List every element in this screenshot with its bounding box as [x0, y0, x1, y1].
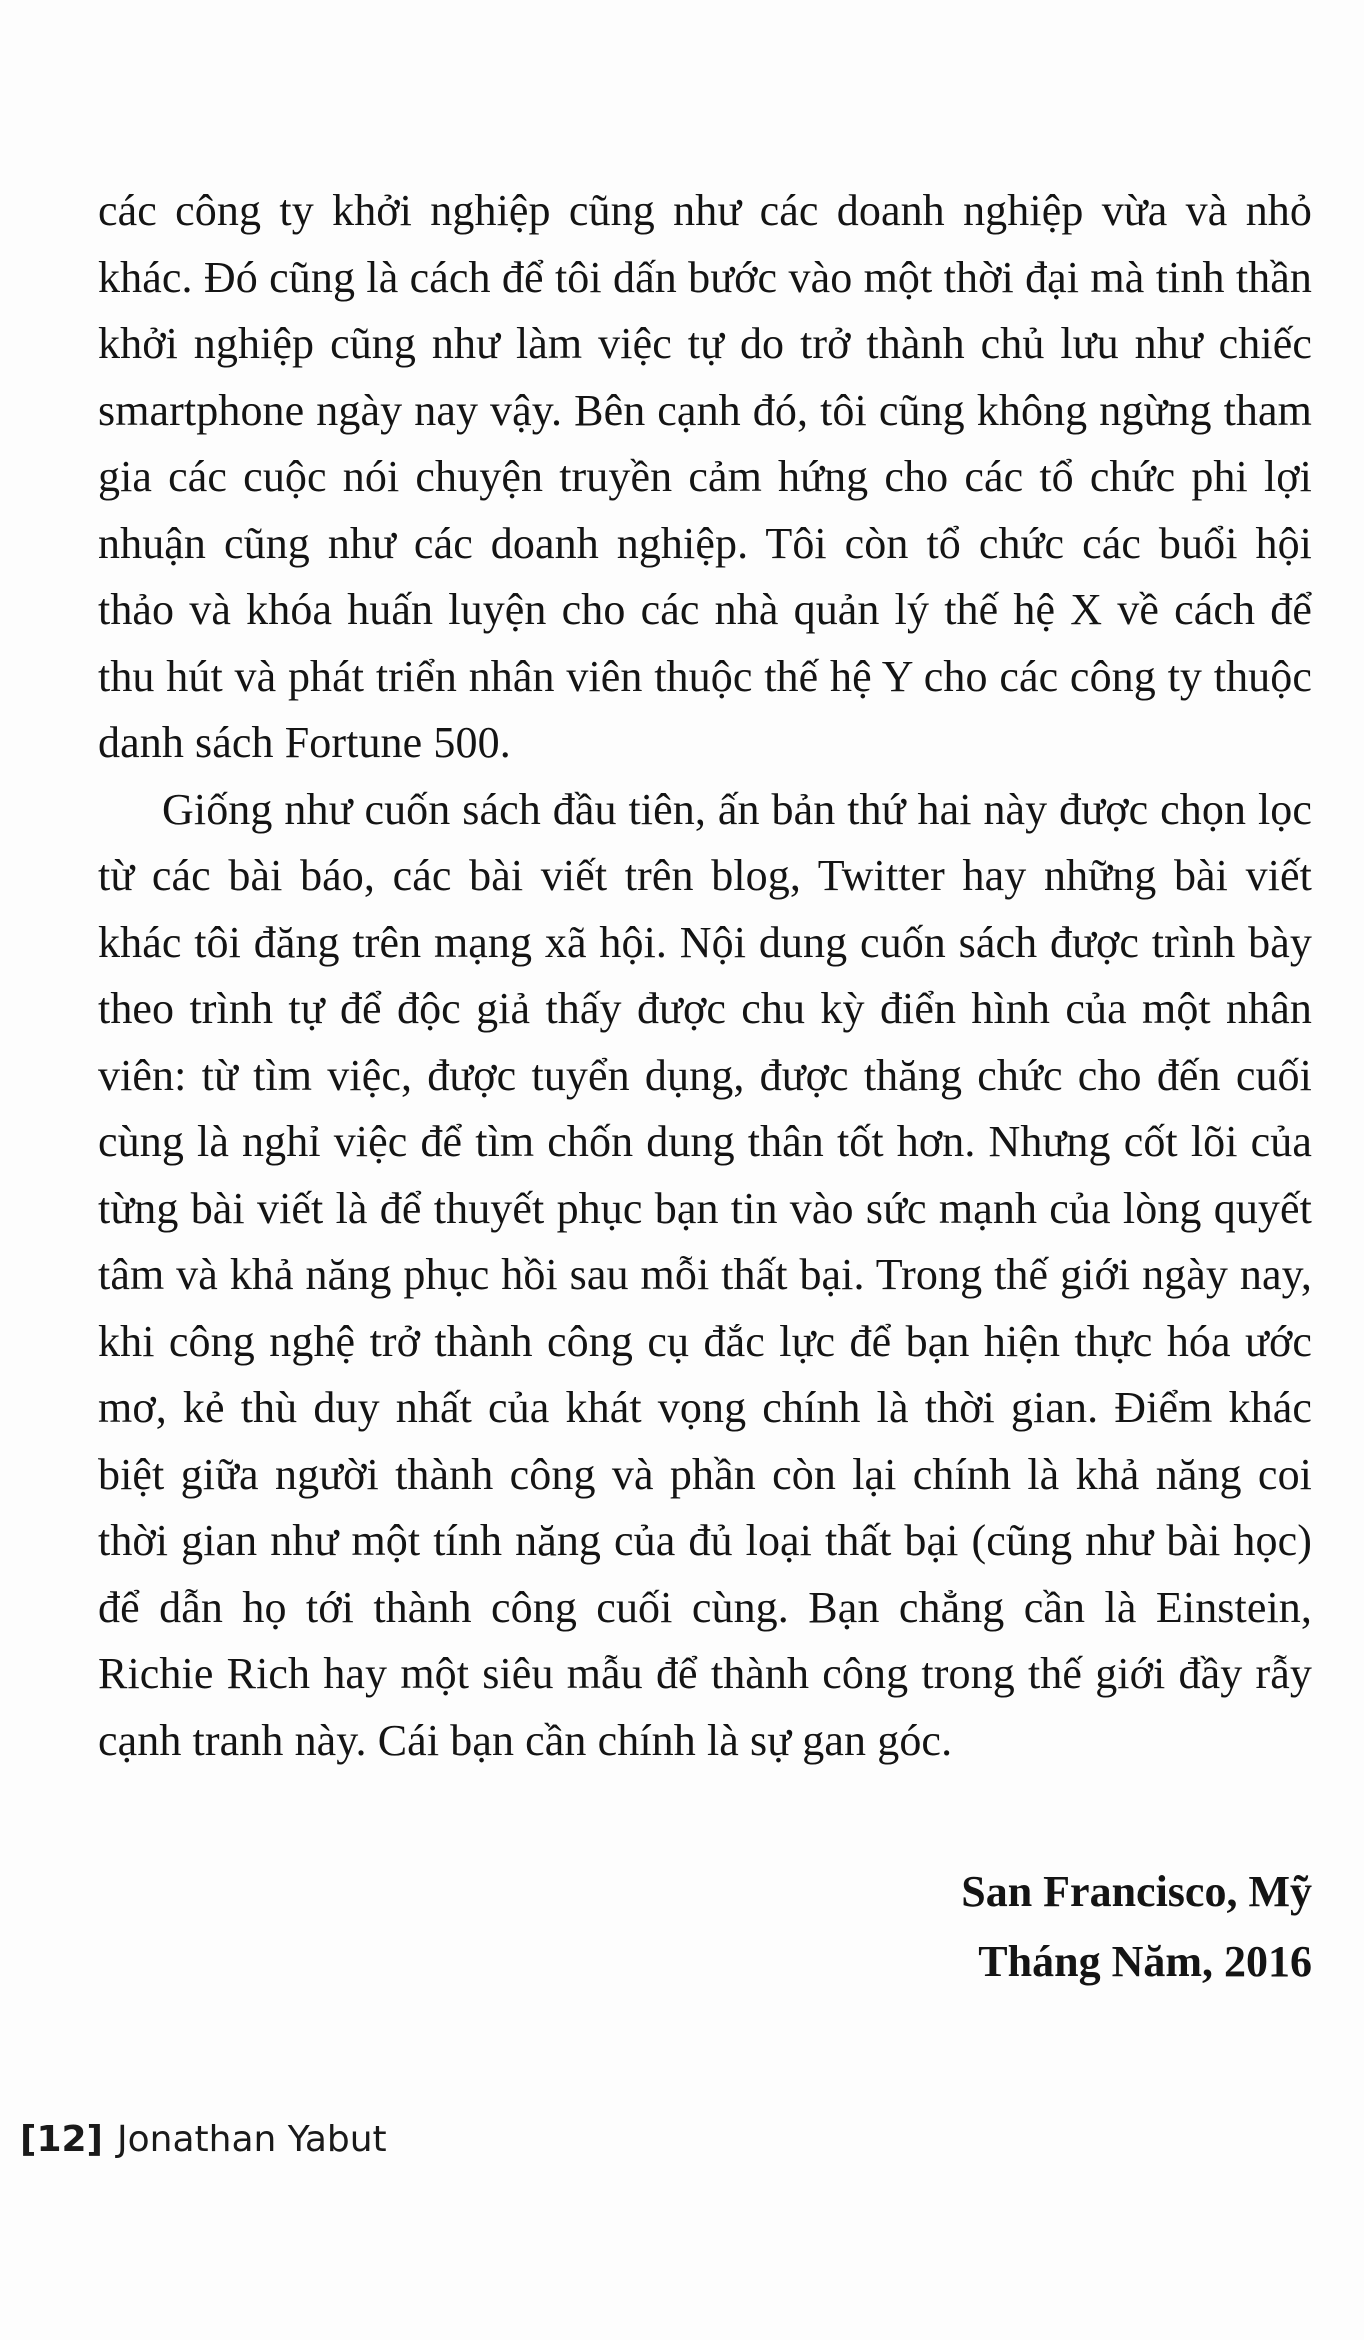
paragraph-second: Giống như cuốn sách đầu tiên, ấn bản thứ hai này được chọn lọc từ các bài báo, các bài viết trên blog, Twitter hay những bài viết khác tôi đăng trên mạng xã hội. Nội dung cuốn sách được trình bày theo trình tự để độc giả thấy được chu kỳ điển hình của một nhân viên: từ tìm việc, được tuyển dụng, được thăng chức cho đến cuối cùng là nghỉ việc để tìm chốn dung thân tốt hơn. Nhưng cốt lõi của từng bài viết là để thuyết phục bạn tin vào sức mạnh của lòng quyết tâm và khả năng phục hồi sau mỗi thất bại. Trong thế giới ngày nay, khi công nghệ trở thành công cụ đắc lực để bạn hiện thực hóa ước mơ, kẻ thù duy nhất của khát vọng chính là thời gian. Điểm khác biệt giữa người thành công và phần còn lại chính là khả năng coi thời gian như một tính năng của đủ loại thất bại (cũng như bài học) để dẫn họ tới thành công cuối cùng. Bạn chẳng cần là Einstein, Richie Rich hay một siêu mẫu để thành công trong thế giới đầy rẫy cạnh tranh này. Cái bạn cần chính là sự gan góc. [98, 784, 1312, 1765]
paragraph-continued: các công ty khởi nghiệp cũng như các doanh nghiệp vừa và nhỏ khác. Đó cũng là cách để tôi dấn bước vào một thời đại mà tinh thần khởi nghiệp cũng như làm việc tự do trở thành chủ lưu như chiếc smartphone ngày nay vậy. Bên cạnh đó, tôi cũng không ngừng tham gia các cuộc nói chuyện truyền cảm hứng cho các tổ chức phi lợi nhuận cũng như các doanh nghiệp. Tôi còn tổ chức các buổi hội thảo và khóa huấn luyện cho các nhà quản lý thế hệ X về cách để thu hút và phát triển nhân viên thuộc thế hệ Y cho các công ty thuộc danh sách Fortune 500. [98, 186, 1312, 767]
signature-block [961, 1857, 1312, 1997]
body-text [98, 178, 1312, 1774]
page-number: [12] [20, 2119, 104, 2160]
footer-author: Jonathan Yabut [117, 2119, 387, 2160]
signature-date: Tháng Năm, 2016 [978, 1937, 1312, 1986]
signature-place: San Francisco, Mỹ [961, 1867, 1312, 1916]
page-footer [20, 2118, 387, 2162]
